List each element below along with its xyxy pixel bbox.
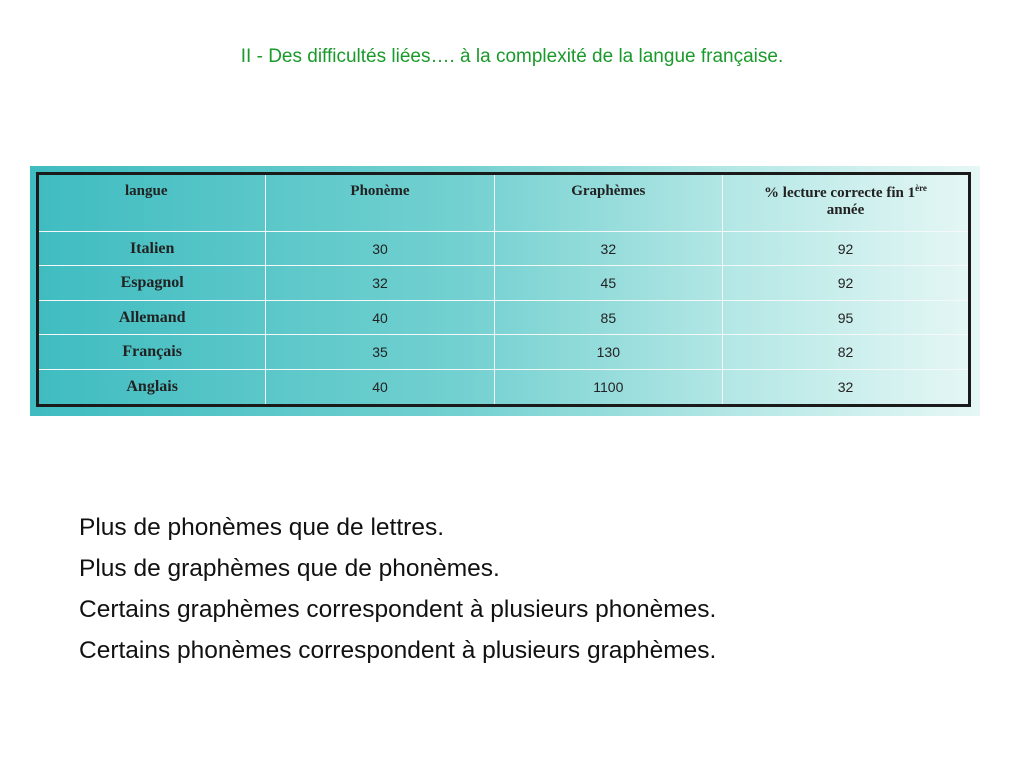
cell-langue: Italien — [38, 232, 266, 266]
cell-langue: Espagnol — [38, 266, 266, 300]
header-lecture-line2: année — [826, 202, 865, 218]
header-lecture — [722, 174, 969, 232]
cell-langue: Allemand — [38, 300, 266, 334]
cell-phoneme: 30 — [266, 232, 494, 266]
header-lecture-sup: ère — [915, 183, 927, 193]
cell-phoneme: 32 — [266, 266, 494, 300]
note-line: Certains graphèmes correspondent à plusieurs phonèmes. — [79, 596, 717, 623]
cell-langue: Français — [38, 335, 266, 369]
table-row — [38, 266, 970, 300]
table-frame — [30, 166, 980, 416]
cell-graphemes: 1100 — [494, 369, 722, 405]
cell-langue: Anglais — [38, 369, 266, 405]
cell-lecture: 32 — [722, 369, 969, 405]
header-langue: langue — [38, 174, 266, 232]
header-graphemes: Graphèmes — [494, 174, 722, 232]
cell-graphemes: 32 — [494, 232, 722, 266]
note-line: Certains phonèmes correspondent à plusieurs graphèmes. — [79, 637, 717, 664]
table-row — [38, 369, 970, 405]
notes-list — [79, 507, 979, 671]
note-line: Plus de graphèmes que de phonèmes. — [79, 555, 500, 582]
slide-title: II - Des difficultés liées…. à la complexité de la langue française. — [240, 46, 784, 67]
cell-graphemes: 130 — [494, 335, 722, 369]
note-line: Plus de phonèmes que de lettres. — [79, 514, 445, 541]
cell-phoneme: 40 — [266, 369, 494, 405]
table-row — [38, 232, 970, 266]
table-row — [38, 300, 970, 334]
cell-graphemes: 45 — [494, 266, 722, 300]
data-table — [36, 172, 971, 407]
cell-phoneme: 35 — [266, 335, 494, 369]
cell-lecture: 92 — [722, 266, 969, 300]
cell-lecture: 95 — [722, 300, 969, 334]
header-lecture-main: % lecture correcte fin 1 — [764, 185, 916, 201]
table-row — [38, 335, 970, 369]
cell-phoneme: 40 — [266, 300, 494, 334]
header-phoneme: Phonème — [266, 174, 494, 232]
cell-lecture: 82 — [722, 335, 969, 369]
cell-graphemes: 85 — [494, 300, 722, 334]
cell-lecture: 92 — [722, 232, 969, 266]
table-header-row — [38, 174, 970, 232]
